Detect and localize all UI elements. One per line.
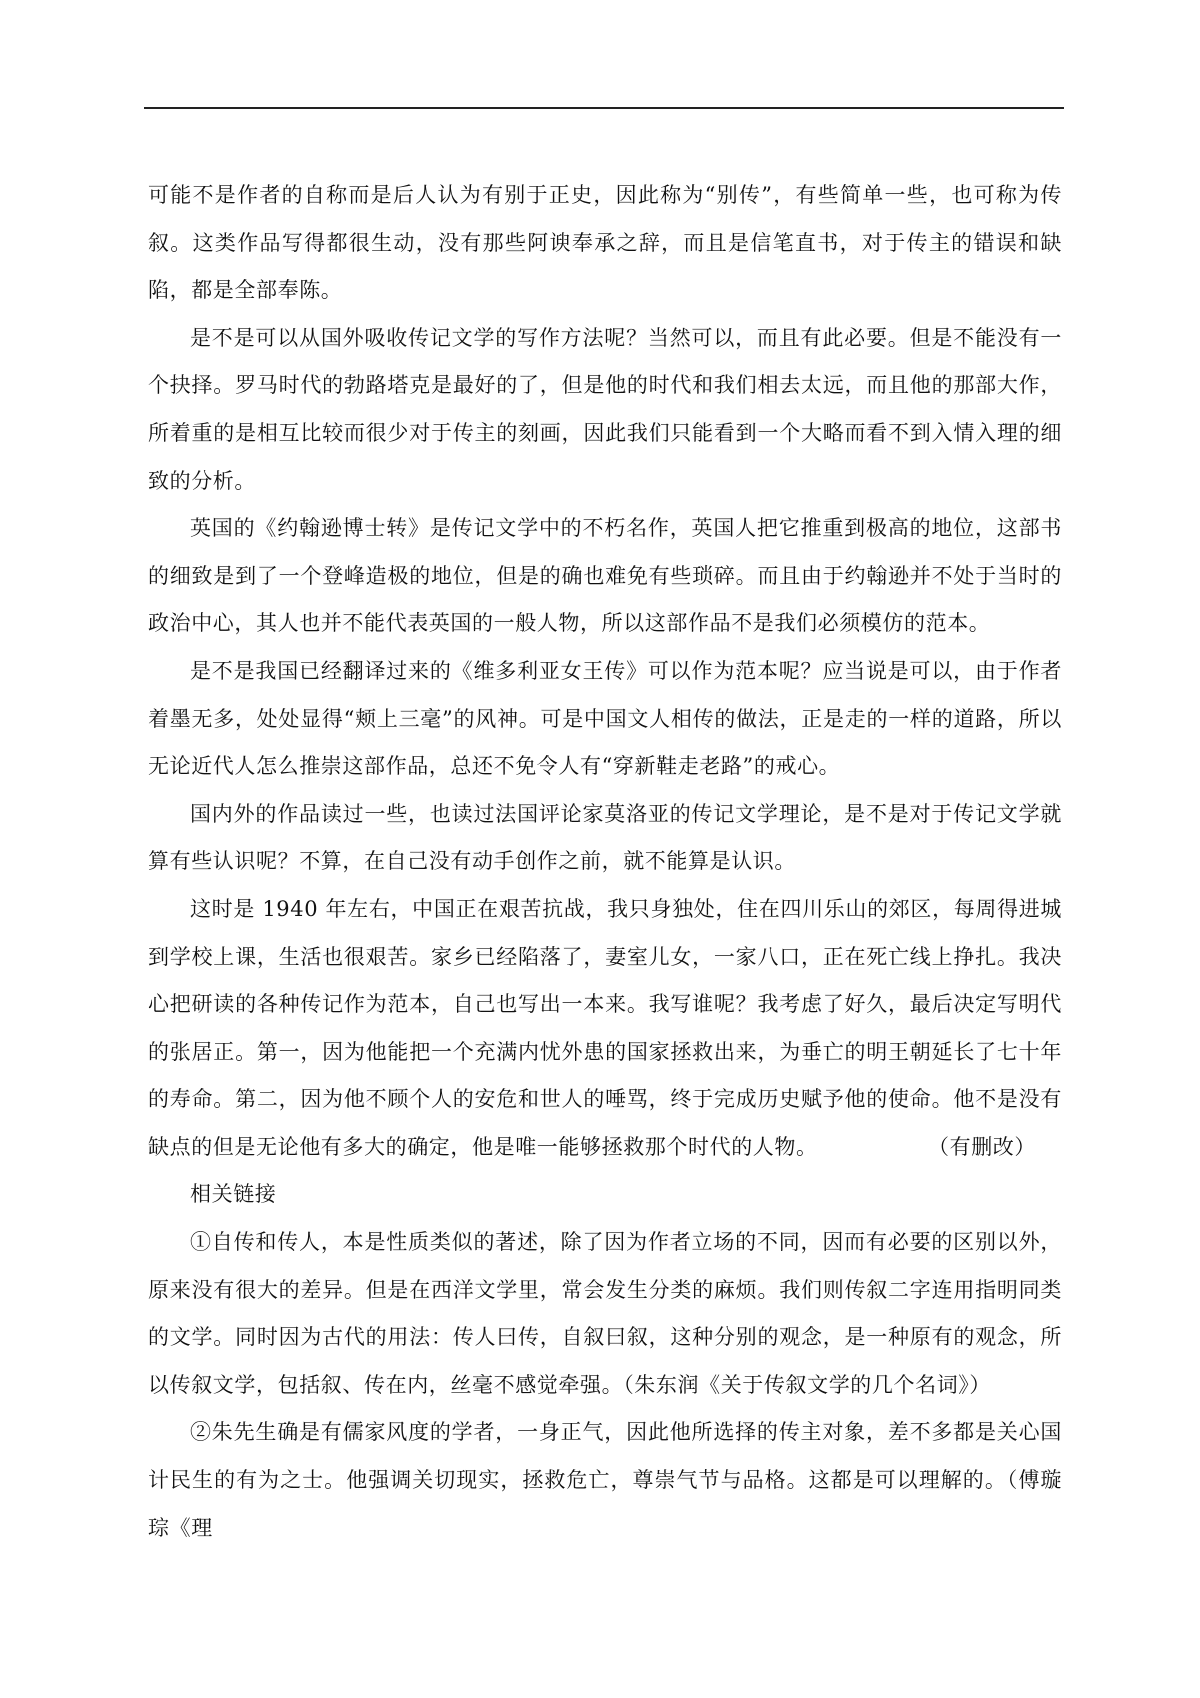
- paragraph-2: 是不是可以从国外吸收传记文学的写作方法呢？当然可以，而且有此必要。但是不能没有一个抉择。罗马时代的勃路塔克是最好的了，但是他的时代和我们相去太远，而且他的那部大作，所着重的是相互比较而很少对于传主的刻画，因此我们只能看到一个大略而看不到入情入理的细致的分析。: [148, 325, 1062, 493]
- document-body: [148, 172, 1062, 1552]
- paragraph-3: 英国的《约翰逊博士转》是传记文学中的不朽名作，英国人把它推重到极高的地位，这部书的细致是到了一个登峰造极的地位，但是的确也难免有些琐碎。而且由于约翰逊并不处于当时的政治中心，其人也并不能代表英国的一般人物，所以这部作品不是我们必须模仿的范本。: [148, 516, 1062, 636]
- header-rule: [144, 107, 1064, 109]
- paragraph-4: 是不是我国已经翻译过来的《维多利亚女王传》可以作为范本呢？应当说是可以，由于作者着墨无多，处处显得“颊上三毫”的风神。可是中国文人相传的做法，正是走的一样的道路，所以无论近代人怎么推崇这部作品，总还不免令人有“穿新鞋走老路”的戒心。: [148, 658, 1062, 779]
- related-link-2: ②朱先生确是有儒家风度的学者，一身正气，因此他所选择的传主对象，差不多都是关心国计民生的有为之士。他强调关切现实，拯救危亡，尊崇气节与品格。这都是可以理解的。（傅璇琮《理: [148, 1420, 1062, 1540]
- paragraph-5: 国内外的作品读过一些，也读过法国评论家莫洛亚的传记文学理论，是不是对于传记文学就算有些认识呢？不算，在自己没有动手创作之前，就不能算是认识。: [148, 801, 1062, 874]
- paragraph-1: 可能不是作者的自称而是后人认为有别于正史，因此称为“别传”，有些简单一些，也可称为传叙。这类作品写得都很生动，没有那些阿谀奉承之辞，而且是信笔直书，对于传主的错误和缺陷，都是全部奉陈。: [148, 183, 1062, 303]
- paragraph-6: [148, 886, 1062, 1172]
- related-links-heading: 相关链接: [190, 1182, 277, 1207]
- related-link-1: ①自传和传人，本是性质类似的著述，除了因为作者立场的不同，因而有必要的区别以外，原来没有很大的差异。但是在西洋文学里，常会发生分类的麻烦。我们则传叙二字连用指明同类的文学。同时因为古代的用法：传人曰传，自叙曰叙，这种分别的观念，是一种原有的观念，所以传叙文学，包括叙、传在内，丝毫不感觉牵强。（朱东润《关于传叙文学的几个名词》）: [148, 1230, 1062, 1397]
- abridged-note: （有删改）: [928, 1134, 1036, 1159]
- paragraph-6-text: 这时是 1940 年左右，中国正在艰苦抗战，我只身独处，住在四川乐山的郊区，每周得进城到学校上课，生活也很艰苦。家乡已经陷落了，妻室儿女，一家八口，正在死亡线上挣扎。我决心把研读的各种传记作为范本，自己也写出一本来。我写谁呢？我考虑了好久，最后决定写明代的张居正。第一，因为他能把一个充满内忧外患的国家拯救出来，为垂亡的明王朝延长了七十年的寿命。第二，因为他不顾个人的安危和世人的唾骂，终于完成历史赋予他的使命。他不是没有缺点的但是无论他有多大的确定，他是唯一能够拯救那个时代的人物。: [148, 896, 1062, 1159]
